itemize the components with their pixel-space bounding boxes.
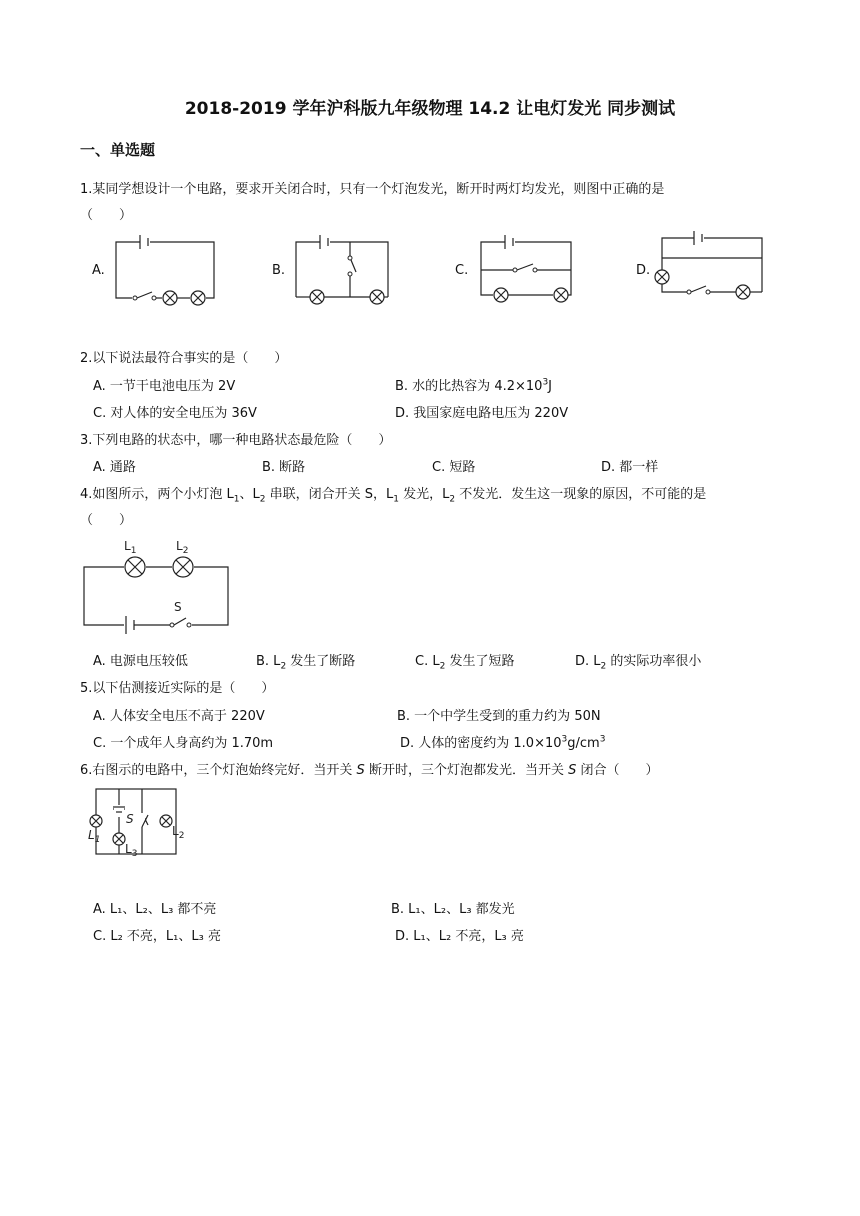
- q5-option-c[interactable]: C. 一个成年人身高约为 1.70m: [93, 736, 274, 751]
- q3-option-b[interactable]: B. 断路: [262, 460, 306, 475]
- q1-circuit-c: [475, 230, 585, 310]
- q1-option-a-label[interactable]: A.: [92, 263, 105, 278]
- q2-option-c[interactable]: C. 对人体的安全电压为 36V: [93, 406, 257, 421]
- page-title: 2018-2019 学年沪科版九年级物理 14.2 让电灯发光 同步测试: [184, 99, 676, 119]
- question-4-paren: （ ）: [80, 513, 133, 528]
- q6-label-s: S: [126, 812, 134, 826]
- q5-option-b[interactable]: B. 一个中学生受到的重力约为 50N: [397, 709, 601, 724]
- question-1-text: 1.某同学想设计一个电路，要求开关闭合时，只有一个灯泡发光，断开时两灯均发光，则图中正确的是: [80, 182, 665, 197]
- q6-label-l2: $L_2$: [172, 824, 185, 841]
- q5-option-a[interactable]: A. 人体安全电压不高于 220V: [93, 709, 265, 724]
- q3-option-a[interactable]: A. 通路: [93, 460, 136, 475]
- q6-option-b[interactable]: B. L₁、L₂、L₃ 都发光: [391, 902, 515, 917]
- q1-circuit-d: [652, 230, 772, 310]
- q2-option-a[interactable]: A. 一节干电池电压为 2V: [93, 379, 236, 394]
- q2-option-d[interactable]: D. 我国家庭电路电压为 220V: [395, 406, 569, 421]
- q1-option-c-label[interactable]: C.: [455, 263, 469, 278]
- question-1-paren: （ ）: [80, 208, 133, 223]
- q6-circuit: [84, 783, 194, 863]
- q4-circuit: [80, 536, 240, 640]
- q4-label-l2: $L_2$: [176, 539, 189, 556]
- q3-option-c[interactable]: C. 短路: [432, 460, 476, 475]
- question-5-text: 5.以下估测接近实际的是（ ）: [80, 681, 275, 696]
- q4-option-d[interactable]: D. $L_2$ 的实际功率很小: [575, 654, 702, 672]
- q5-option-d[interactable]: D. 人体的密度约为 $1.0\times 10^3g/cm^3$: [400, 734, 606, 751]
- q6-option-c[interactable]: C. L₂ 不亮，L₁、L₃ 亮: [93, 929, 221, 944]
- q1-circuit-a: [110, 230, 220, 310]
- question-6-text: 6.右图示的电路中，三个灯泡始终完好．当开关 S 断开时，三个灯泡都发光．当开关 S 闭合（ ）: [80, 763, 659, 778]
- question-4-text: 4.如图所示，两个小灯泡 $L_1$、$L_2$ 串联，闭合开关 S，$L_1$ 发光，$L_2$ 不发光．发生这一现象的原因，不可能的是: [80, 487, 707, 505]
- q4-label-s: S: [174, 600, 182, 614]
- q4-option-c[interactable]: C. $L_2$ 发生了短路: [415, 654, 515, 672]
- section-heading: 一、单选题: [80, 141, 156, 159]
- q6-option-a[interactable]: A. L₁、L₂、L₃ 都不亮: [93, 902, 217, 917]
- q6-option-d[interactable]: D. L₁、L₂ 不亮，L₃ 亮: [395, 929, 524, 944]
- q3-option-d[interactable]: D. 都一样: [601, 460, 659, 475]
- q1-option-d-label[interactable]: D.: [636, 263, 651, 278]
- q2-option-b[interactable]: B. 水的比热容为 $4.2\times 10^3J$: [395, 377, 553, 394]
- q1-circuit-b: [290, 230, 400, 310]
- question-2-text: 2.以下说法最符合事实的是（ ）: [80, 351, 288, 366]
- q4-label-l1: $L_1$: [124, 539, 137, 556]
- q4-option-b[interactable]: B. $L_2$ 发生了断路: [256, 654, 356, 672]
- q4-option-a[interactable]: A. 电源电压较低: [93, 654, 188, 669]
- q1-option-b-label[interactable]: B.: [272, 263, 286, 278]
- q6-label-l1: $L_1$: [88, 828, 101, 845]
- question-3-text: 3.下列电路的状态中，哪一种电路状态最危险（ ）: [80, 433, 392, 448]
- q6-label-l3: $L_3$: [125, 842, 138, 859]
